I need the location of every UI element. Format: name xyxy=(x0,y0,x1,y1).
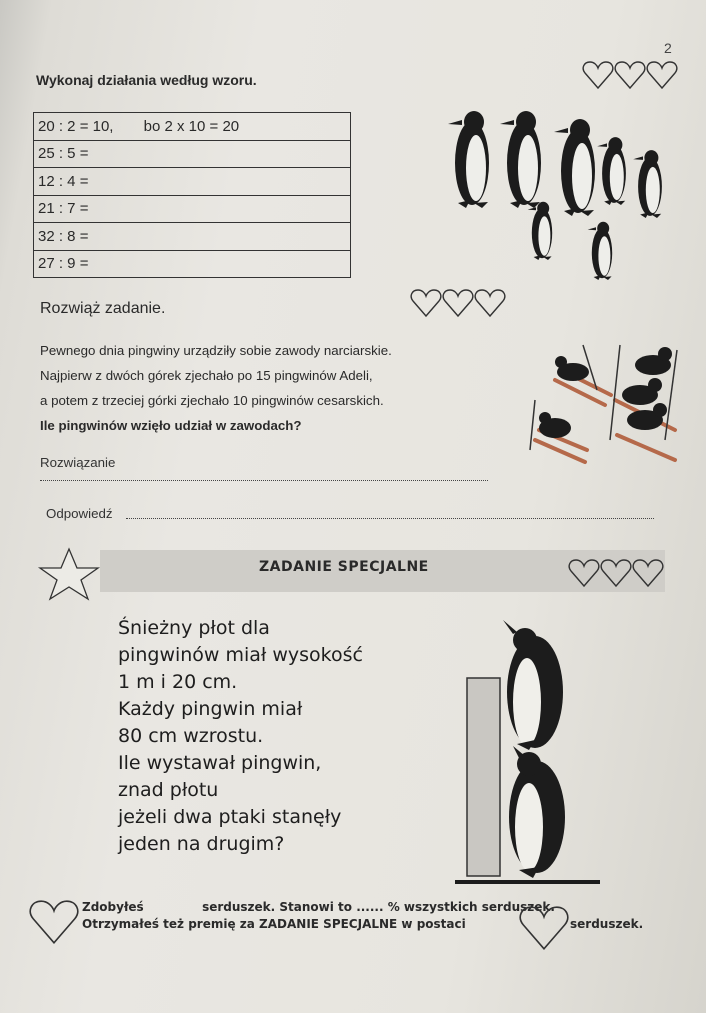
special-task-text xyxy=(118,615,363,858)
heart-icon[interactable] xyxy=(646,60,678,90)
table-row xyxy=(34,140,351,168)
heart-icon xyxy=(28,898,80,946)
heart-icon[interactable] xyxy=(600,558,632,588)
division-expression: 27 : 9 = xyxy=(38,255,89,273)
star-icon xyxy=(36,546,102,602)
story-line: Pewnego dnia pingwiny urządziły sobie zawody narciarskie. xyxy=(40,343,392,358)
special-line: Każdy pingwin miał xyxy=(118,698,303,720)
special-line: Ile wystawał pingwin, xyxy=(118,752,322,774)
skiing-penguins-illustration xyxy=(525,340,690,465)
heart-icon[interactable] xyxy=(474,288,506,318)
heart-icon[interactable] xyxy=(614,60,646,90)
division-cell[interactable] xyxy=(34,113,351,141)
division-cell[interactable] xyxy=(34,195,351,223)
story-line: a potem z trzeciej górki zjechało 10 pingwinów cesarskich. xyxy=(40,393,384,408)
hearts-rating-1[interactable] xyxy=(582,60,678,90)
special-line: jeżeli dwa ptaki stanęły xyxy=(118,806,342,828)
heart-icon[interactable] xyxy=(518,904,570,952)
footer-line-2 xyxy=(82,917,466,931)
footer-percent-label: % wszystkich serduszek. xyxy=(387,900,555,914)
heart-icon[interactable] xyxy=(568,558,600,588)
division-expression: 12 : 4 = xyxy=(38,172,89,190)
story-question: Ile pingwinów wzięło udział w zawodach? xyxy=(40,418,302,433)
table-row xyxy=(34,168,351,196)
special-task-title: ZADANIE SPECJALNE xyxy=(259,559,429,575)
special-line: 1 m i 20 cm. xyxy=(118,671,238,693)
heart-icon[interactable] xyxy=(582,60,614,90)
hearts-rating-2[interactable] xyxy=(410,288,506,318)
solution-answer-line[interactable] xyxy=(40,480,488,481)
table-row xyxy=(34,250,351,278)
table-row xyxy=(34,195,351,223)
footer-bonus-label: Otrzymałeś też premię za ZADANIE SPECJALNE w postaci xyxy=(82,917,466,931)
division-cell[interactable] xyxy=(34,140,351,168)
table-row xyxy=(34,113,351,141)
division-table xyxy=(33,112,351,278)
division-hint: bo 2 x 10 = 20 xyxy=(143,117,240,135)
answer-label: Odpowiedź xyxy=(46,506,113,521)
table-row xyxy=(34,223,351,251)
heart-icon[interactable] xyxy=(632,558,664,588)
exercise1-instruction: Wykonaj działania według wzoru. xyxy=(36,72,257,88)
division-expression: 21 : 7 = xyxy=(38,200,89,218)
penguin-group-illustration xyxy=(440,100,680,290)
special-line: pingwinów miał wysokość xyxy=(118,644,363,666)
division-expression: 25 : 5 = xyxy=(38,145,89,163)
story-line: Najpierw z dwóch górek zjechało po 15 pingwinów Adeli, xyxy=(40,368,373,383)
percent-blank[interactable]: ...... xyxy=(356,900,384,914)
footer-hearts-label: serduszek. Stanowi to xyxy=(202,900,352,914)
special-line: jeden na drugim? xyxy=(118,833,285,855)
division-expression: 20 : 2 = 10, xyxy=(38,117,114,135)
division-cell[interactable] xyxy=(34,168,351,196)
heart-icon[interactable] xyxy=(410,288,442,318)
division-cell[interactable] xyxy=(34,250,351,278)
exercise2-title: Rozwiąż zadanie. xyxy=(40,300,166,317)
special-line: znad płotu xyxy=(118,779,219,801)
division-expression: 32 : 8 = xyxy=(38,227,89,245)
footer-earned-label: Zdobyłeś xyxy=(82,900,144,914)
solution-label: Rozwiązanie xyxy=(40,455,116,470)
exercise2-story xyxy=(40,338,392,438)
answer-line[interactable] xyxy=(126,518,654,519)
heart-icon[interactable] xyxy=(442,288,474,318)
hearts-rating-3[interactable] xyxy=(568,558,664,588)
special-line: 80 cm wzrostu. xyxy=(118,725,264,747)
page-number: 2 xyxy=(664,40,672,56)
footer-hearts-suffix: serduszek. xyxy=(570,917,644,931)
fence-penguins-illustration xyxy=(455,612,605,892)
division-cell[interactable] xyxy=(34,223,351,251)
special-line: Śnieżny płot dla xyxy=(118,617,270,639)
